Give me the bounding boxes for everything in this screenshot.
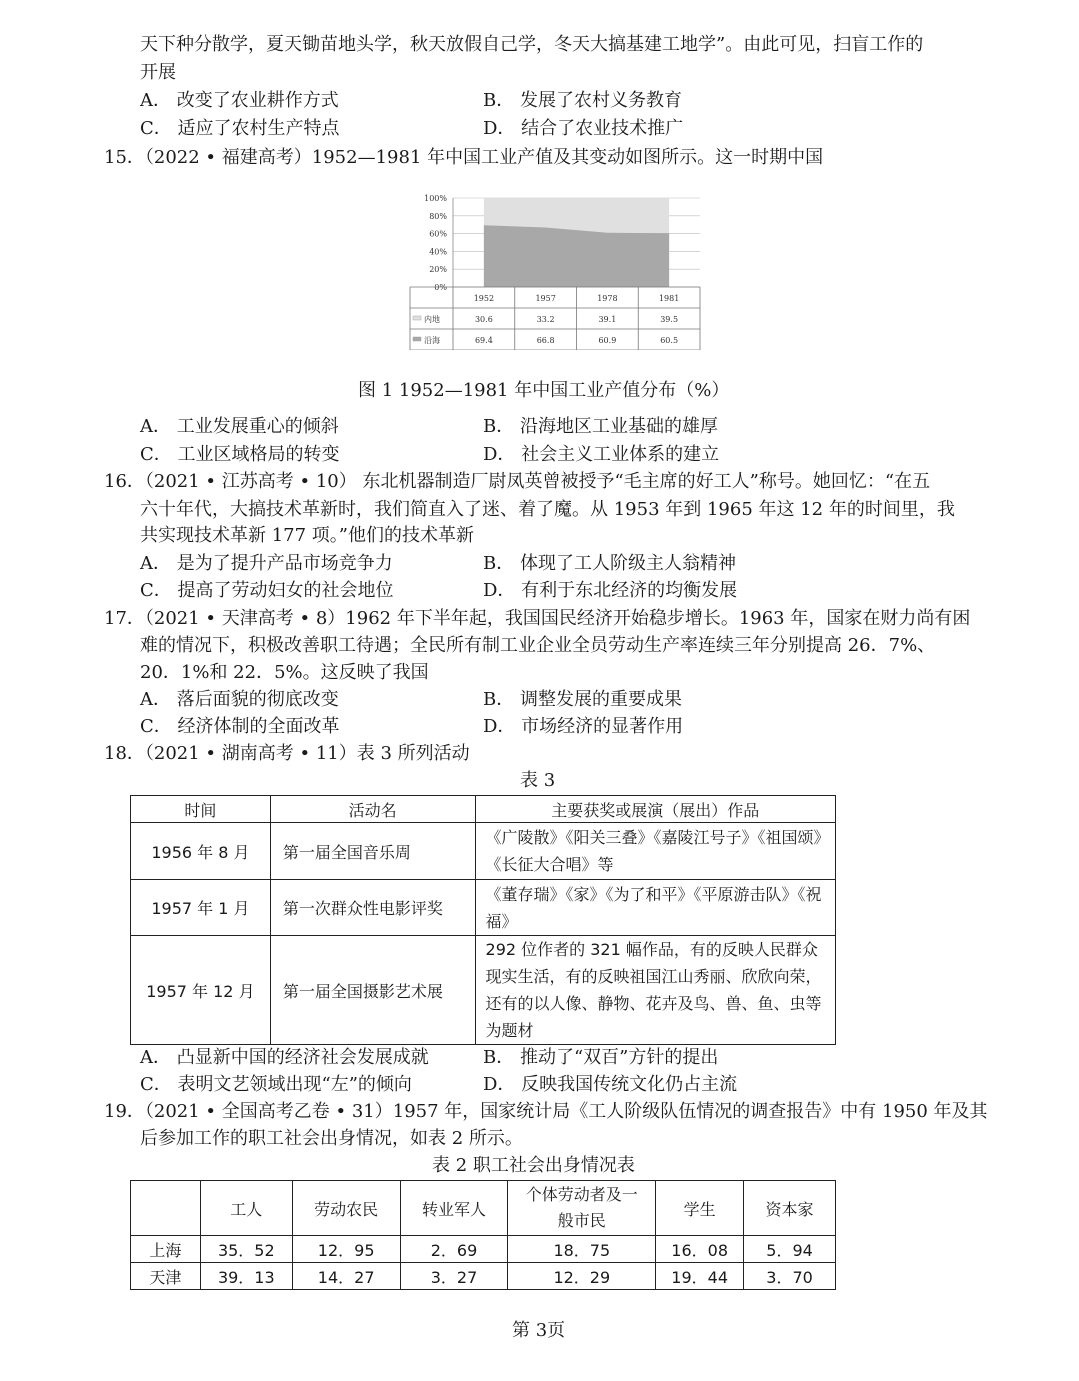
q17-option-b: B． 调整发展的重要成果	[483, 689, 682, 710]
table-row	[131, 823, 836, 880]
table-2	[130, 1180, 836, 1290]
table-header-cell: 主要获奖或展演（展出）作品	[475, 796, 835, 823]
data-label: 33.2	[536, 315, 555, 324]
table-cell-activity: 第一届全国摄影艺术展	[270, 936, 475, 1045]
q16-line-2: 六十年代，大搞技术革新时，我们简直入了迷、着了魔。从 1953 年到 1965 年这 12 年的时间里，我	[140, 499, 955, 520]
table-cell-city: 上海	[131, 1236, 201, 1263]
data-label: 30.6	[474, 315, 493, 324]
data-label: 60.5	[660, 336, 679, 345]
table-header-cell: 活动名	[270, 796, 475, 823]
table-cell: 14．27	[292, 1263, 400, 1290]
table-cell-works: 292 位作者的 321 幅作品，有的反映人民群众现实生活，有的反映祖国江山秀丽、欣欣向荣，还有的以人像、静物、花卉及鸟、兽、鱼、虫等为题材	[475, 936, 835, 1045]
q17-line-2: 难的情况下，积极改善职工待遇；全民所有制工业企业全员劳动生产率连续三年分别提高 26．7%、	[140, 635, 936, 656]
page-number: 第 3页	[512, 1320, 566, 1341]
table-cell: 35．52	[200, 1236, 292, 1263]
q15-option-c: C． 工业区域格局的转变	[140, 444, 340, 465]
table-cell-time: 1957 年 12 月	[131, 936, 271, 1045]
table-header-cell	[131, 1181, 201, 1236]
legend-label: 内地	[424, 315, 440, 324]
q17-option-a: A． 落后面貌的彻底改变	[140, 689, 339, 710]
q16-line-3: 共实现技术革新 177 项。”他们的技术革新	[140, 525, 475, 546]
q16-option-d: D． 有利于东北经济的均衡发展	[483, 580, 738, 601]
table-header-cell: 转业军人	[400, 1181, 508, 1236]
y-tick-label: 40%	[429, 247, 447, 257]
industrial-output-chart	[400, 190, 705, 350]
data-label: 69.4	[474, 336, 493, 345]
table-cell-time: 1957 年 1 月	[131, 880, 271, 936]
q17-option-c: C． 经济体制的全面改革	[140, 716, 340, 737]
data-label: 66.8	[536, 336, 555, 345]
table-3	[130, 795, 836, 1045]
y-tick-label: 100%	[424, 194, 447, 203]
table-cell: 3．70	[744, 1263, 836, 1290]
table-cell-works: 《董存瑞》《家》《为了和平》《平原游击队》《祝福》	[475, 880, 835, 936]
table-header-cell: 时间	[131, 796, 271, 823]
figure-caption: 图 1 1952—1981 年中国工业产值分布（%）	[358, 380, 730, 401]
table-header-cell: 劳动农民	[292, 1181, 400, 1236]
table-cell-activity: 第一届全国音乐周	[270, 823, 475, 880]
table-header-row	[131, 1181, 836, 1236]
q14-option-b: B． 发展了农村义务教育	[483, 90, 682, 111]
q16-option-b: B． 体现了工人阶级主人翁精神	[483, 553, 736, 574]
q18-stem: 18．（2021 • 湖南高考 • 11）表 3 所列活动	[104, 743, 470, 764]
q14-line-2: 开展	[140, 62, 176, 83]
x-tick-label: 1952	[473, 294, 495, 303]
data-label: 39.1	[598, 315, 617, 324]
table-cell: 12．29	[508, 1263, 656, 1290]
x-tick-label: 1978	[597, 294, 618, 303]
table-cell: 2．69	[400, 1236, 508, 1263]
table-cell-city: 天津	[131, 1263, 201, 1290]
data-label: 39.5	[660, 315, 679, 324]
table-row	[131, 936, 836, 1045]
q15-stem: 15．（2022 • 福建高考）1952—1981 年中国工业产值及其变动如图所示。这一时期中国	[104, 147, 824, 168]
table2-title: 表 2 职工社会出身情况表	[432, 1155, 635, 1176]
table-cell: 19．44	[656, 1263, 744, 1290]
table-cell: 3．27	[400, 1263, 508, 1290]
q19-line-2: 后参加工作的职工社会出身情况，如表 2 所示。	[140, 1128, 523, 1149]
q16-option-c: C． 提高了劳动妇女的社会地位	[140, 580, 394, 601]
table-row	[131, 880, 836, 936]
table-cell-activity: 第一次群众性电影评奖	[270, 880, 475, 936]
q14-option-a: A． 改变了农业耕作方式	[140, 90, 339, 111]
table-header-cell: 个体劳动者及一般市民	[508, 1181, 656, 1236]
q15-option-b: B． 沿海地区工业基础的雄厚	[483, 416, 718, 437]
table-cell-time: 1956 年 8 月	[131, 823, 271, 880]
legend-label: 沿海	[424, 336, 440, 345]
data-label: 60.9	[598, 336, 617, 345]
q18-option-c: C． 表明文艺领域出现“左”的倾向	[140, 1074, 412, 1095]
table-header-cell: 学生	[656, 1181, 744, 1236]
table-header-cell: 资本家	[744, 1181, 836, 1236]
q17-line-1: 17．（2021 • 天津高考 • 8）1962 年下半年起，我国国民经济开始稳步增长。1963 年，国家在财力尚有困	[104, 608, 971, 629]
q18-option-a: A． 凸显新中国的经济社会发展成就	[140, 1047, 429, 1068]
y-tick-label: 60%	[429, 229, 447, 239]
table-cell: 18．75	[508, 1236, 656, 1263]
q17-line-3: 20．1%和 22．5%。这反映了我国	[140, 662, 429, 683]
q19-line-1: 19．（2021 • 全国高考乙卷 • 31）1957 年，国家统计局《工人阶级队伍情况的调查报告》中有 1950 年及其	[104, 1101, 988, 1122]
q18-option-d: D． 反映我国传统文化仍占主流	[483, 1074, 738, 1095]
y-tick-label: 0%	[434, 283, 447, 292]
q18-option-b: B． 推动了“双百”方针的提出	[483, 1047, 719, 1068]
y-tick-label: 80%	[429, 211, 447, 221]
q14-option-d: D． 结合了农业技术推广	[483, 118, 684, 139]
table-header-cell: 工人	[200, 1181, 292, 1236]
table-row	[131, 1263, 836, 1290]
x-tick-label: 1981	[658, 294, 680, 303]
table-header-row	[131, 796, 836, 823]
table-row	[131, 1236, 836, 1263]
y-tick-label: 20%	[429, 265, 447, 275]
legend-swatch	[413, 337, 421, 341]
area-series-coastal	[484, 225, 669, 287]
table3-title: 表 3	[520, 770, 556, 791]
table-cell: 39．13	[200, 1263, 292, 1290]
q14-line-1: 天下种分散学，夏天锄苗地头学，秋天放假自己学，冬天大搞基建工地学”。由此可见，扫盲工作的	[140, 34, 924, 55]
table-cell: 5．94	[744, 1236, 836, 1263]
q15-option-d: D． 社会主义工业体系的建立	[483, 444, 720, 465]
x-tick-label: 1957	[535, 294, 556, 303]
table-cell: 12．95	[292, 1236, 400, 1263]
q15-option-a: A． 工业发展重心的倾斜	[140, 416, 339, 437]
q16-line-1: 16．（2021 • 江苏高考 • 10） 东北机器制造厂尉凤英曾被授予“毛主席的好工人”称号。她回忆：“在五	[104, 471, 931, 492]
q14-option-c: C． 适应了农村生产特点	[140, 118, 340, 139]
table-cell-works: 《广陵散》《阳关三叠》《嘉陵江号子》《祖国颂》《长征大合唱》等	[475, 823, 835, 880]
q17-option-d: D． 市场经济的显著作用	[483, 716, 684, 737]
table-cell: 16．08	[656, 1236, 744, 1263]
q16-option-a: A． 是为了提升产品市场竞争力	[140, 553, 393, 574]
legend-swatch	[413, 316, 421, 320]
chart-svg	[400, 190, 705, 350]
